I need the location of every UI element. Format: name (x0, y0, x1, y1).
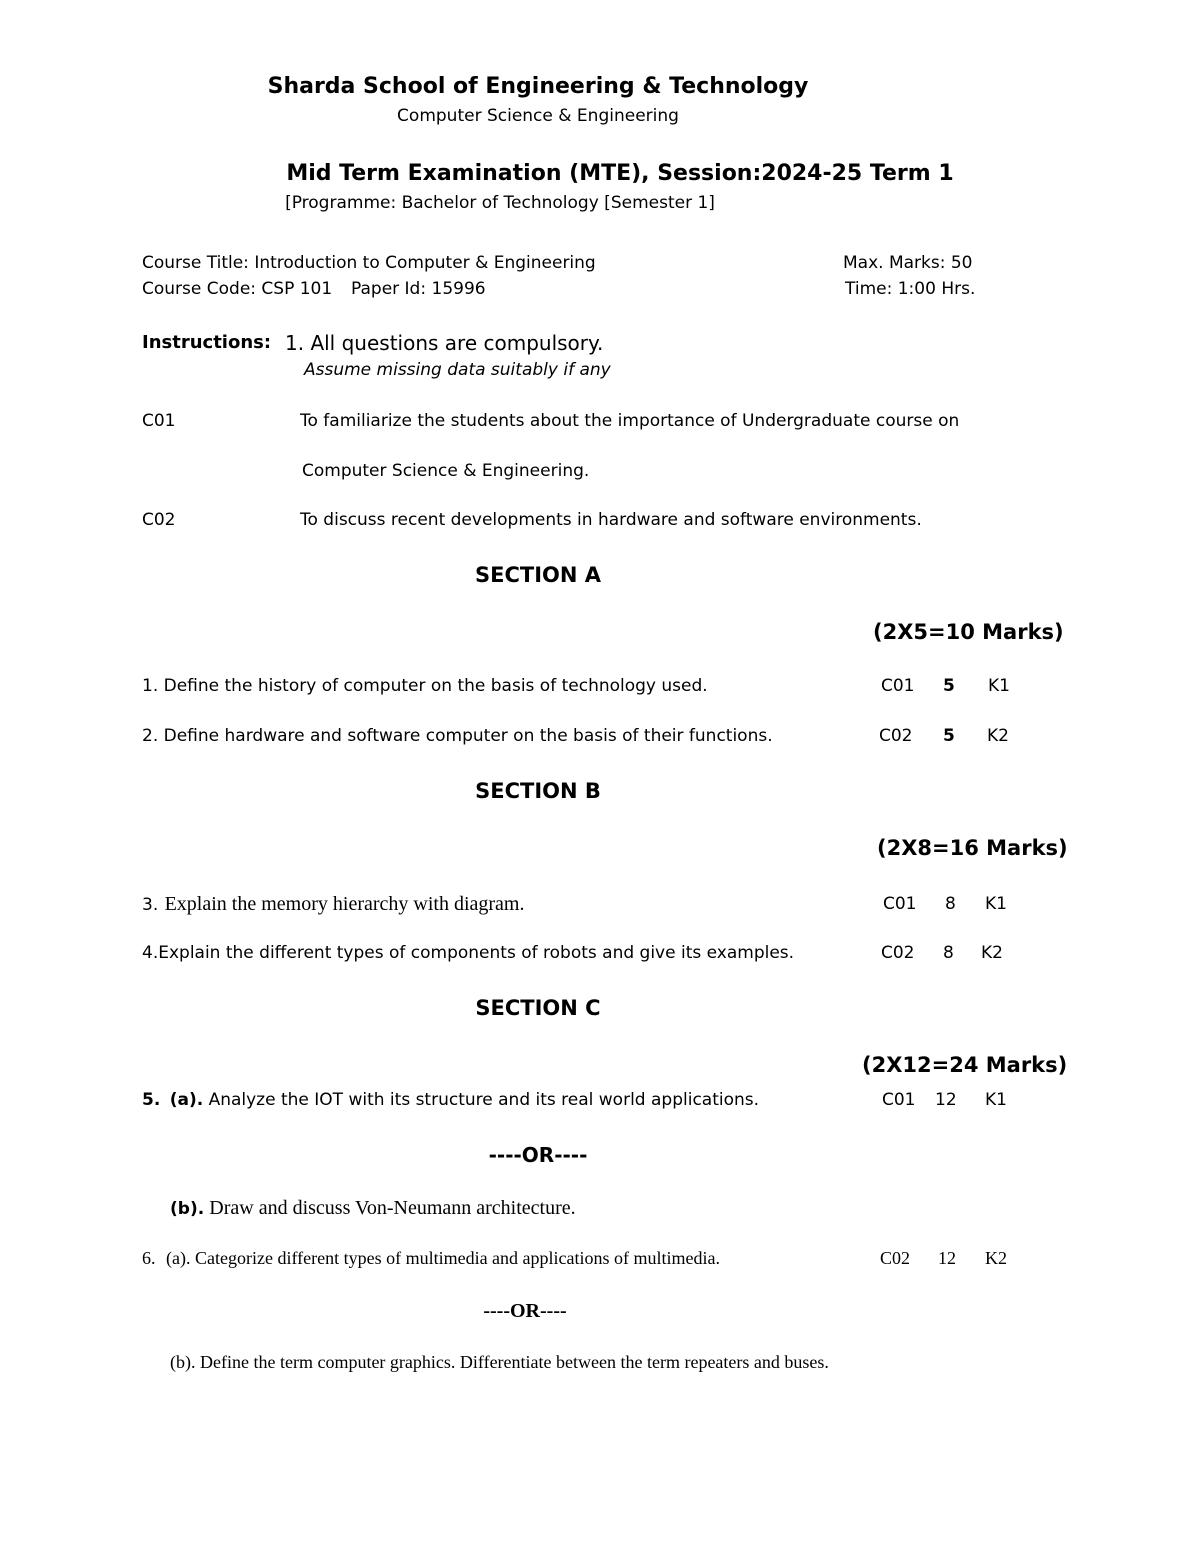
question-2-level: K2 (987, 726, 1009, 746)
course-title (142, 253, 596, 273)
question-2-marks: 5 (943, 726, 955, 746)
question-5a-text: Analyze the IOT with its structure and its real world applications. (208, 1090, 760, 1110)
section-c-marks: (2X12=24 Marks) (862, 1053, 1068, 1077)
school-name: Sharda School of Engineering & Technology (267, 74, 809, 99)
question-6-level: K2 (985, 1248, 1007, 1268)
question-6a-text: Categorize different types of multimedia and applications of multimedia. (194, 1248, 720, 1268)
question-4-co: C02 (881, 943, 915, 963)
question-4-text: 4.Explain the different types of components of robots and give its examples. (142, 943, 795, 963)
question-5-marks: 12 (935, 1090, 957, 1110)
question-4-marks: 8 (943, 943, 954, 963)
section-c-title: SECTION C (475, 996, 601, 1020)
question-3-level: K1 (985, 894, 1007, 914)
section-a-marks: (2X5=10 Marks) (873, 620, 1064, 644)
section-b-marks: (2X8=16 Marks) (877, 836, 1068, 860)
question-6b-part: (b). (170, 1352, 196, 1372)
co1-description: To familiarize the students about the importance of Undergraduate course on (300, 411, 960, 431)
course-code-label: Course Code: (142, 279, 257, 299)
question-2-co: C02 (879, 726, 913, 746)
or-separator-1: ----OR---- (488, 1143, 588, 1167)
question-5a-part: (a). (169, 1090, 204, 1110)
question-6-co: C02 (880, 1248, 911, 1268)
co1-code: C01 (142, 411, 176, 431)
or-separator-2: ----OR---- (483, 1300, 567, 1322)
question-1-text: 1. Define the history of computer on the basis of technology used. (142, 676, 708, 696)
question-1-marks: 5 (943, 676, 955, 696)
co2-code: C02 (142, 510, 176, 530)
question-5-co: C01 (882, 1090, 916, 1110)
question-3-co: C01 (883, 894, 917, 914)
question-6-number: 6. (142, 1248, 156, 1268)
instructions-label: Instructions: (142, 332, 272, 353)
time-duration: Time: 1:00 Hrs. (845, 279, 976, 299)
question-3-text: Explain the memory hierarchy with diagram. (164, 893, 525, 915)
question-5-level: K1 (985, 1090, 1007, 1110)
question-5b-part: (b). (170, 1199, 205, 1219)
question-5b-text: Draw and discuss Von-Neumann architecture. (209, 1197, 576, 1219)
exam-title: Mid Term Examination (MTE), Session:2024-25 Term 1 (286, 161, 954, 186)
question-5b (170, 1197, 576, 1220)
paper-id-value: 15996 (431, 279, 486, 299)
course-title-value: Introduction to Computer & Engineering (254, 253, 596, 273)
course-code-value: CSP 101 (261, 279, 333, 299)
question-5a (142, 1090, 759, 1110)
question-4-level: K2 (981, 943, 1003, 963)
question-1-level: K1 (988, 676, 1010, 696)
department-name: Computer Science & Engineering (397, 106, 679, 126)
co2-description: To discuss recent developments in hardware and software environments. (300, 510, 922, 530)
question-3-marks: 8 (945, 894, 956, 914)
question-6b (170, 1352, 829, 1373)
question-6-marks: 12 (938, 1248, 956, 1268)
max-marks: Max. Marks: 50 (843, 253, 973, 273)
co1-description-continued: Computer Science & Engineering. (302, 461, 590, 481)
section-b-title: SECTION B (475, 779, 601, 803)
section-a-title: SECTION A (474, 563, 601, 587)
instruction-item-1: 1. All questions are compulsory. (285, 331, 604, 355)
course-title-label: Course Title: (142, 253, 249, 273)
course-code (142, 279, 486, 299)
instruction-item-2: Assume missing data suitably if any (304, 360, 611, 380)
programme-line: [Programme: Bachelor of Technology [Semester 1] (285, 193, 715, 213)
question-2-text: 2. Define hardware and software computer on the basis of their functions. (142, 726, 773, 746)
question-1-co: C01 (881, 676, 915, 696)
question-6a-part: (a). (166, 1248, 191, 1268)
paper-id-label: Paper Id: (351, 279, 427, 299)
question-3 (142, 891, 524, 916)
question-6a (142, 1248, 720, 1269)
question-6b-text: Define the term computer graphics. Differentiate between the term repeaters and buses. (200, 1352, 829, 1372)
question-5-number: 5. (142, 1090, 161, 1110)
question-3-number: 3. (142, 895, 159, 915)
